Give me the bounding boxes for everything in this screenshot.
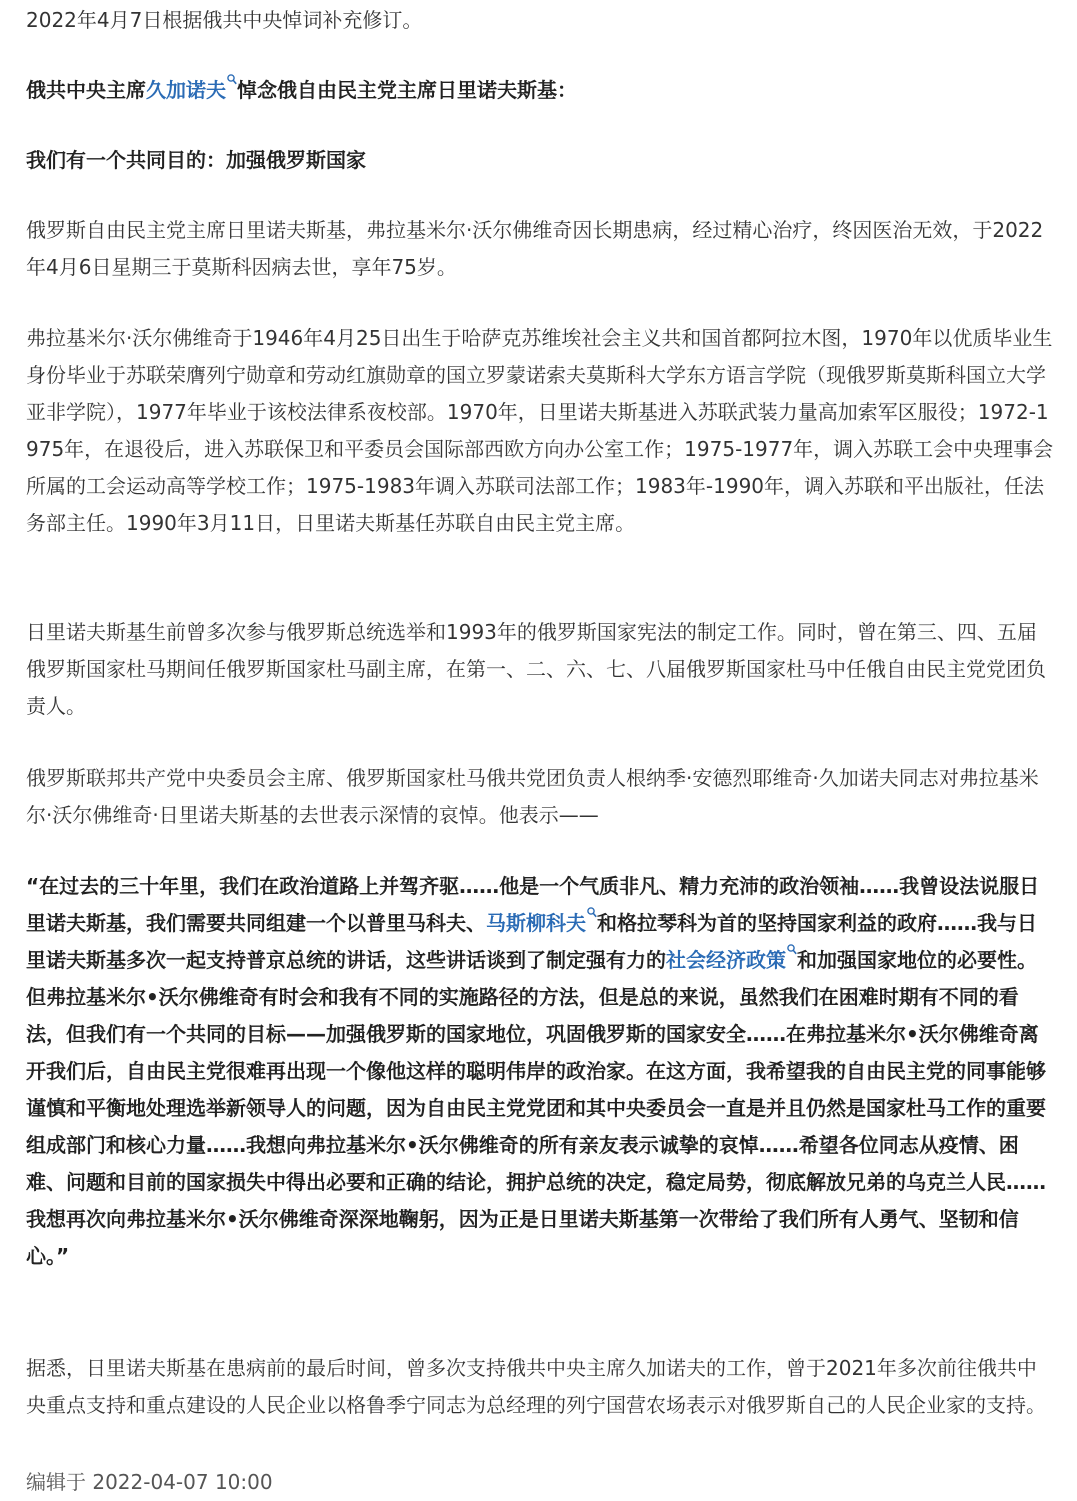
search-icon[interactable] [787,942,797,954]
heading-prefix: 俄共中央主席 [26,78,146,102]
article-heading [26,72,1056,109]
search-icon[interactable] [227,72,237,84]
paragraph-condolence-intro: 俄罗斯联邦共产党中央委员会主席、俄罗斯国家杜马俄共党团负责人根纳季·安德烈耶维奇·久加诺夫同志对弗拉基米尔·沃尔佛维奇·日里诺夫斯基的去世表示深情的哀悼。他表示—— [26,766,1039,827]
quote-part-2: 和格拉琴科为首的坚持国家利益的政府……我与日里诺夫斯基多次一起支持普京总统的讲话，这些讲话谈到了制定强有力的 [26,911,1037,972]
edit-timestamp: 编辑于 2022-04-07 10:00 [26,1470,273,1494]
paragraph-death-notice: 俄罗斯自由民主党主席日里诺夫斯基，弗拉基米尔·沃尔佛维奇因长期患病，经过精心治疗，终因医治无效，于2022年4月6日星期三于莫斯科因病去世，享年75岁。 [26,218,1044,279]
revision-note: 2022年4月7日根据俄共中央悼词补充修订。 [26,8,423,32]
keyword-link-text[interactable]: 马斯柳科夫 [486,911,586,935]
keyword-link-zyuganov[interactable] [146,78,237,102]
quote-part-3: 和加强国家地位的必要性。但弗拉基米尔•沃尔佛维奇有时会和我有不同的实施路径的方法，但是总的来说，虽然我们在困难时期有不同的看法，但我们有一个共同的目标——加强俄罗斯的国家地位，巩固俄罗斯的国家安全……在弗拉基米尔•沃尔佛维奇离开我们后，自由民主党很难再出现一个像他这样的聪明伟岸的政治家。在这方面，我希望我的自由民主党的同事能够谨慎和平衡地处理选举新领导人的问题，因为自由民主党党团和其中央委员会一直是并且仍然是国家杜马工作的重要组成部门和核心力量……我想向弗拉基米尔•沃尔佛维奇的所有亲友表示诚挚的哀悼……希望各位同志从疫情、困难、问题和目前的国家损失中得出必要和正确的结论，拥护总统的决定，稳定局势，彻底解放兄弟的乌克兰人民……我想再次向弗拉基米尔•沃尔佛维奇深深地鞠躬，因为正是日里诺夫斯基第一次带给了我们所有人勇气、坚韧和信心。” [26,948,1046,1268]
paragraph-biography: 弗拉基米尔·沃尔佛维奇于1946年4月25日出生于哈萨克苏维埃社会主义共和国首都阿拉木图，1970年以优质毕业生身份毕业于苏联荣膺列宁勋章和劳动红旗勋章的国立罗蒙诺索夫莫斯科大学东方语言学院（现俄罗斯莫斯科国立大学亚非学院），1977年毕业于该校法律系夜校部。1970年，日里诺夫斯基进入苏联武装力量高加索军区服役；1972-1975年，在退役后，进入苏联保卫和平委员会国际部西欧方向办公室工作；1975-1977年，调入苏联工会中央理事会所属的工会运动高等学校工作；1975-1983年调入苏联司法部工作；1983年-1990年，调入苏联和平出版社，任法务部主任。1990年3月11日，日里诺夫斯基任苏联自由民主党主席。 [26,326,1054,535]
keyword-link-text[interactable]: 社会经济政策 [666,948,786,972]
search-icon[interactable] [587,905,597,917]
paragraph-closing: 据悉，日里诺夫斯基在患病前的最后时间，曾多次支持俄共中央主席久加诺夫的工作，曾于2021年多次前往俄共中央重点支持和重点建设的人民企业以格鲁季宁同志为总经理的列宁国营农场表示对俄罗斯自己的人民企业家的支持。 [26,1356,1046,1417]
keyword-link-maslyukov[interactable] [486,911,597,935]
keyword-link-text[interactable]: 久加诺夫 [146,78,226,102]
quote-part-1: “在过去的三十年里，我们在政治道路上并驾齐驱……他是一个气质非凡、精力充沛的政治领袖……我曾设法说服日里诺夫斯基，我们需要共同组建一个以普里马科夫、 [26,874,1040,935]
heading-suffix: 悼念俄自由民主党主席日里诺夫斯基： [237,78,577,102]
keyword-link-socioeconomic-policy[interactable] [666,948,797,972]
paragraph-career: 日里诺夫斯基生前曾多次参与俄罗斯总统选举和1993年的俄罗斯国家宪法的制定工作。同时，曾在第三、四、五届俄罗斯国家杜马期间任俄罗斯国家杜马副主席，在第一、二、六、七、八届俄罗斯国家杜马中任俄自由民主党党团负责人。 [26,620,1046,718]
condolence-quote [26,868,1056,1275]
article-subheading: 我们有一个共同目的：加强俄罗斯国家 [26,148,366,172]
